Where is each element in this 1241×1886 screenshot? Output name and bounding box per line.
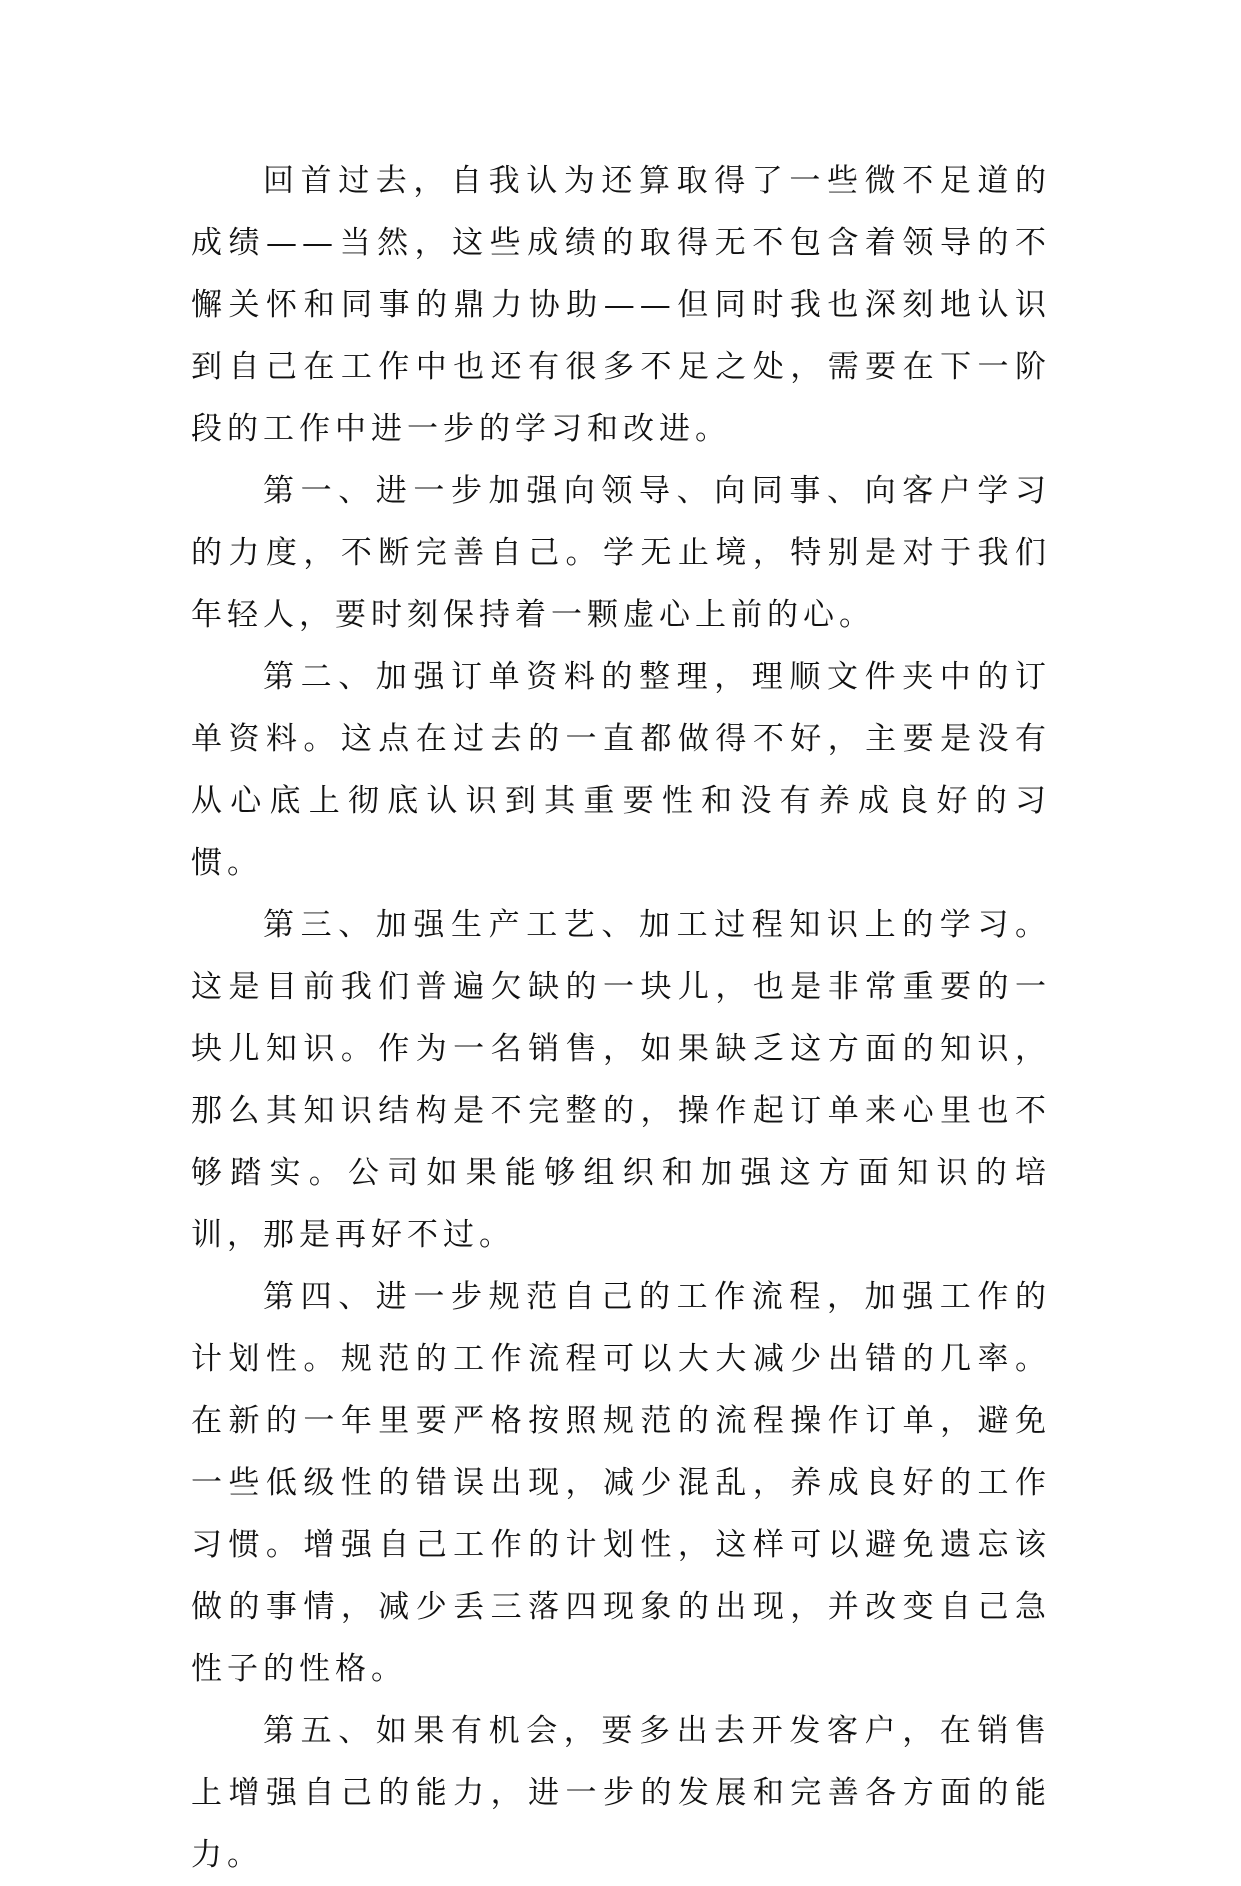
paragraph-point-4: 第四、进一步规范自己的工作流程，加强工作的计划性。规范的工作流程可以大大减少出错的几率。在新的一年里要严格按照规范的流程操作订单，避免一些低级性的错误出现，减少混乱，养成良好的工作习惯。增强自己工作的计划性，这样可以避免遗忘该做的事情，减少丢三落四现象的出现，并改变自己急性子的性格。: [191, 1279, 1051, 1687]
document-body: [191, 150, 1051, 1886]
paragraph-point-5: 第五、如果有机会，要多出去开发客户，在销售上增强自己的能力，进一步的发展和完善各方面的能力。: [191, 1713, 1051, 1873]
paragraph-point-3: 第三、加强生产工艺、加工过程知识上的学习。这是目前我们普遍欠缺的一块儿，也是非常重要的一块儿知识。作为一名销售，如果缺乏这方面的知识，那么其知识结构是不完整的，操作起订单来心里也不够踏实。公司如果能够组织和加强这方面知识的培训，那是再好不过。: [191, 907, 1051, 1253]
paragraph-reflection: 回首过去，自我认为还算取得了一些微不足道的成绩——当然，这些成绩的取得无不包含着领导的不懈关怀和同事的鼎力协助——但同时我也深刻地认识到自己在工作中也还有很多不足之处，需要在下一阶段的工作中进一步的学习和改进。: [191, 163, 1051, 447]
paragraph-point-1: 第一、进一步加强向领导、向同事、向客户学习的力度，不断完善自己。学无止境，特别是对于我们年轻人，要时刻保持着一颗虚心上前的心。: [191, 473, 1051, 633]
paragraph-point-2: 第二、加强订单资料的整理，理顺文件夹中的订单资料。这点在过去的一直都做得不好，主要是没有从心底上彻底认识到其重要性和没有养成良好的习惯。: [191, 659, 1051, 881]
